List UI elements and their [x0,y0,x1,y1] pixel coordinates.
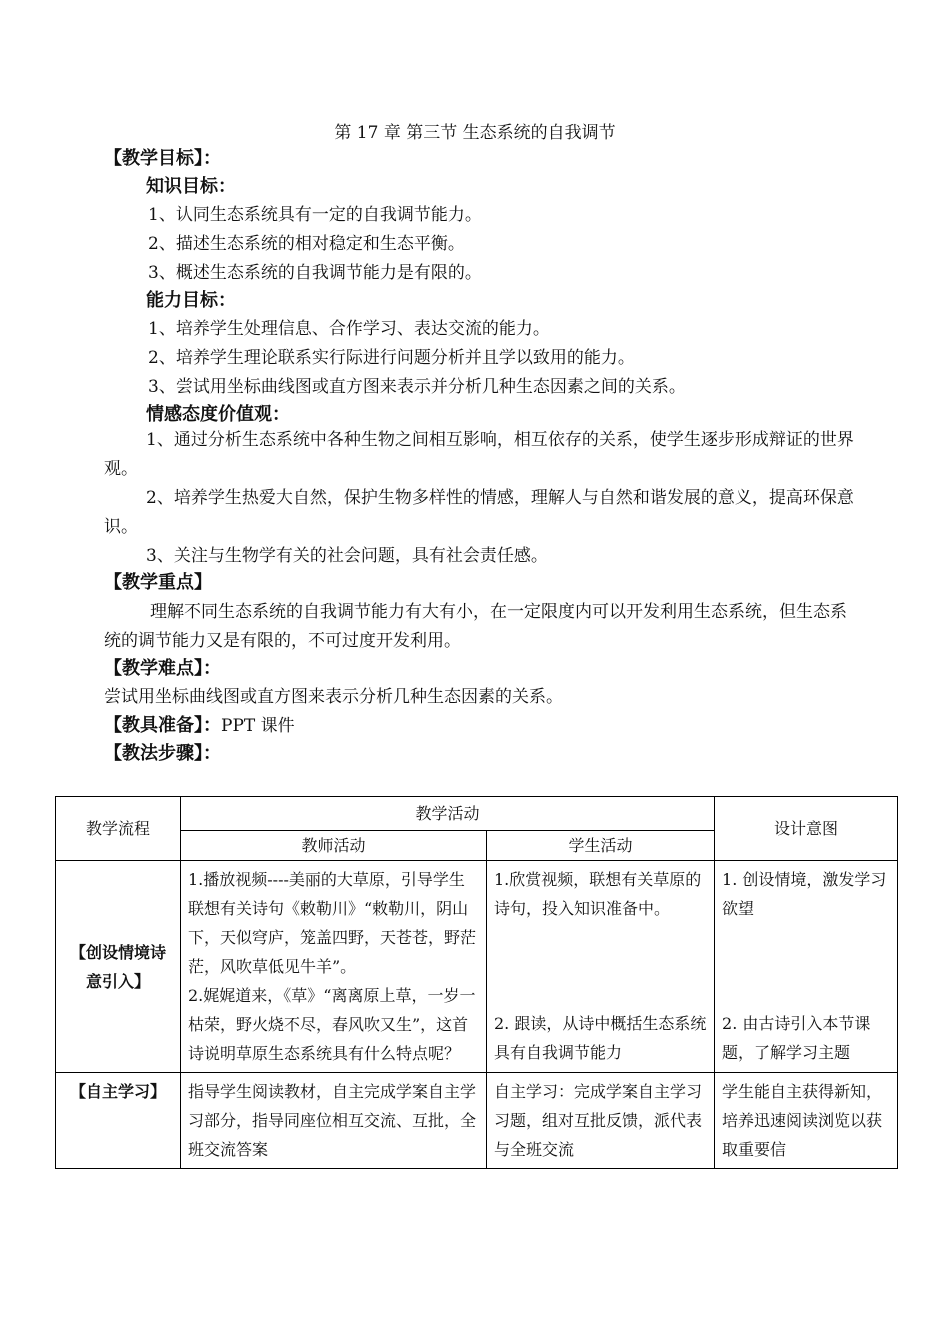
lesson-plan-table [55,796,898,1169]
teacher-cell [181,861,487,1073]
focus-heading: 【教学重点】 [104,572,212,593]
flow-cell: 【自主学习】 [56,1073,181,1169]
knowledge-item: 1、认同生态系统具有一定的自我调节能力。 [148,205,482,225]
knowledge-heading: 知识目标： [146,176,236,197]
header-flow: 教学流程 [56,797,181,861]
teacher-cell: 指导学生阅读教材，自主完成学案自主学习部分，指导同座位相互交流、互批，全班交流答案 [181,1073,487,1169]
difficulty-heading: 【教学难点】： [104,658,221,679]
ability-item: 3、尝试用坐标曲线图或直方图来表示并分析几种生态因素之间的关系。 [148,377,686,397]
teacher-step: 2.娓娓道来，《草》“离离原上草，一岁一枯荣，野火烧不尽，春风吹又生”，这首诗说明草原生态系统具有什么特点呢？ [188,986,476,1063]
table-row [56,861,898,1073]
header-intent: 设计意图 [715,797,898,861]
knowledge-item: 3、概述生态系统的自我调节能力是有限的。 [148,263,482,283]
ability-heading: 能力目标： [146,290,236,311]
teacher-step: 1.播放视频----美丽的大草原，引导学生联想有关诗句《敕勒川》“敕勒川，阴山下，天似穹庐，笼盖四野，天苍苍，野茫茫，风吹草低见牛羊”。 [188,870,477,976]
steps-heading: 【教法步骤】： [104,743,221,764]
intent-step: 1. 创设情境，激发学习欲望 [722,870,887,918]
flow-cell: 【创设情境诗意引入】 [56,861,181,1073]
ability-item: 2、培养学生理论联系实行际进行问题分析并且学以致用的能力。 [148,348,635,368]
student-step: 2. 跟读，从诗中概括生态系统具有自我调节能力 [494,1014,707,1062]
knowledge-item: 2、描述生态系统的相对稳定和生态平衡。 [148,234,465,254]
tools-heading: 【教具准备】： [104,715,221,736]
tools-line [104,715,295,737]
ability-item: 1、培养学生处理信息、合作学习、表达交流的能力。 [148,319,550,339]
goals-heading: 【教学目标】： [104,148,221,169]
student-cell [487,861,715,1073]
table-row [56,1073,898,1169]
document-title: 第 17 章 第三节 生态系统的自我调节 [334,123,616,143]
difficulty-text: 尝试用坐标曲线图或直方图来表示分析几种生态因素的关系。 [104,687,563,707]
emotion-item: 3、关注与生物学有关的社会问题，具有社会责任感。 [146,546,548,566]
tools-text: PPT 课件 [221,716,295,736]
student-cell: 自主学习：完成学案自主学习习题，组对互批反馈，派代表与全班交流 [487,1073,715,1169]
header-activity: 教学活动 [181,797,715,831]
emotion-item: 2、培养学生热爱大自然，保护生物多样性的情感，理解人与自然和谐发展的意义，提高环保意识。 [104,488,854,537]
header-student: 学生活动 [487,831,715,861]
intent-cell: 学生能自主获得新知，培养迅速阅读浏览以获取重要信 [715,1073,898,1169]
intent-cell [715,861,898,1073]
header-teacher: 教师活动 [181,831,487,861]
emotion-heading: 情感态度价值观： [146,404,290,425]
student-step: 1.欣赏视频，联想有关草原的诗句，投入知识准备中。 [494,870,702,918]
emotion-item: 1、通过分析生态系统中各种生物之间相互影响，相互依存的关系，使学生逐步形成辩证的世界观。 [104,430,854,479]
intent-step: 2. 由古诗引入本节课题，了解学习主题 [722,1014,871,1062]
focus-text: 理解不同生态系统的自我调节能力有大有小，在一定限度内可以开发利用生态系统，但生态系统的调节能力又是有限的，不可过度开发利用。 [104,602,847,651]
